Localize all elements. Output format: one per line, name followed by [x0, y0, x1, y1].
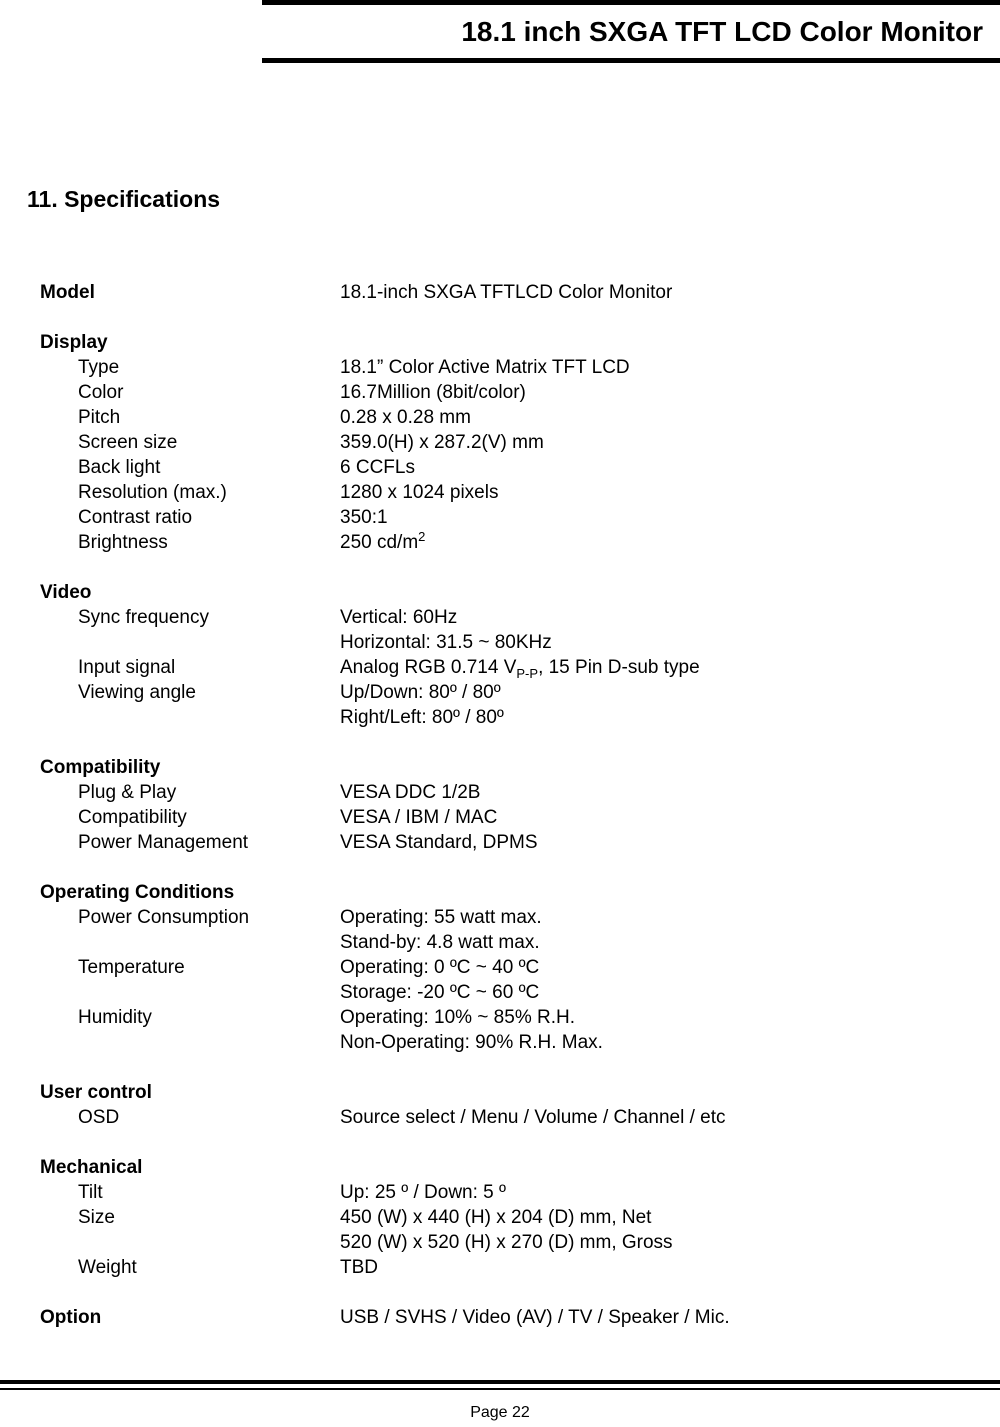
section-title: 11. Specifications — [27, 186, 221, 212]
spec-group-heading-display — [0, 330, 1000, 355]
spec-label: Tilt — [78, 1182, 103, 1203]
spec-row-viewing-angle-cont — [0, 705, 1000, 730]
spec-row-tilt — [0, 1180, 1000, 1205]
page-header-title: 18.1 inch SXGA TFT LCD Color Monitor — [461, 16, 983, 47]
spec-value: Up/Down: 80º / 80º — [340, 682, 501, 703]
spec-value: Operating: 55 watt max. — [340, 907, 542, 928]
superscript: 2 — [418, 529, 426, 544]
spec-row-model — [0, 280, 1000, 305]
spec-group-heading-operating — [0, 880, 1000, 905]
spec-label: Size — [78, 1207, 115, 1228]
spec-row-temperature — [0, 955, 1000, 980]
subscript: P-P — [516, 666, 539, 681]
spec-value: 6 CCFLs — [340, 457, 415, 478]
spec-value: 0.28 x 0.28 mm — [340, 407, 471, 428]
spec-value: Stand-by: 4.8 watt max. — [340, 932, 540, 953]
spec-label: Color — [78, 382, 124, 403]
spec-value: Operating: 0 ºC ~ 40 ºC — [340, 957, 540, 978]
spec-row-power-management — [0, 830, 1000, 855]
spec-row-humidity-cont — [0, 1030, 1000, 1055]
brightness-value: 250 cd/m — [340, 532, 419, 553]
spec-group-heading-compatibility — [0, 755, 1000, 780]
spec-row-compatibility — [0, 805, 1000, 830]
spec-row-size-cont — [0, 1230, 1000, 1255]
footer-rule-thick — [0, 1380, 1000, 1384]
spec-value: 359.0(H) x 287.2(V) mm — [340, 432, 544, 453]
spec-row-sync-frequency-cont — [0, 630, 1000, 655]
spec-row-resolution — [0, 480, 1000, 505]
spec-label: Resolution (max.) — [78, 482, 227, 503]
spec-row-screen-size — [0, 430, 1000, 455]
spec-value: VESA / IBM / MAC — [340, 807, 498, 828]
spec-row-input-signal — [0, 655, 1000, 680]
page-number: Page 22 — [470, 1404, 530, 1421]
spec-label: Model — [40, 282, 95, 303]
spec-label: Weight — [78, 1257, 137, 1278]
spec-label: Power Consumption — [78, 907, 250, 928]
spec-value: Non-Operating: 90% R.H. Max. — [340, 1032, 603, 1053]
spec-row-type — [0, 355, 1000, 380]
spec-group-heading-video — [0, 580, 1000, 605]
header-rule-bottom — [262, 58, 1000, 63]
spec-row-temperature-cont — [0, 980, 1000, 1005]
spec-label: Viewing angle — [78, 682, 196, 703]
footer-rule-thin — [0, 1388, 1000, 1390]
spec-label: Type — [78, 357, 120, 378]
input-signal-text-tail: , 15 Pin D-sub type — [538, 657, 700, 678]
spec-group-heading-mechanical — [0, 1155, 1000, 1180]
spec-row-weight — [0, 1255, 1000, 1280]
spec-row-contrast — [0, 505, 1000, 530]
spec-label: Input signal — [78, 657, 176, 678]
spec-label: Compatibility — [78, 807, 187, 828]
spec-label: Pitch — [78, 407, 121, 428]
spec-value: Right/Left: 80º / 80º — [340, 707, 504, 728]
spec-value: 18.1-inch SXGA TFTLCD Color Monitor — [340, 282, 673, 303]
spec-label: Back light — [78, 457, 161, 478]
spec-value: 1280 x 1024 pixels — [340, 482, 499, 503]
spec-value: Horizontal: 31.5 ~ 80KHz — [340, 632, 552, 653]
spec-value: Storage: -20 ºC ~ 60 ºC — [340, 982, 540, 1003]
spec-value: Vertical: 60Hz — [340, 607, 458, 628]
spec-row-osd — [0, 1105, 1000, 1130]
group-heading: User control — [40, 1082, 152, 1103]
spec-value — [340, 655, 700, 680]
spec-row-power-consumption-cont — [0, 930, 1000, 955]
group-heading: Operating Conditions — [40, 882, 235, 903]
header-rule-top — [262, 0, 1000, 5]
group-heading: Mechanical — [40, 1157, 143, 1178]
spec-value: USB / SVHS / Video (AV) / TV / Speaker / Mic. — [340, 1307, 730, 1328]
spec-row-plug-and-play — [0, 780, 1000, 805]
spec-row-brightness — [0, 530, 1000, 555]
spec-row-size — [0, 1205, 1000, 1230]
spec-label: Option — [40, 1307, 102, 1328]
group-heading: Compatibility — [40, 757, 161, 778]
spec-row-sync-frequency — [0, 605, 1000, 630]
specifications-table — [0, 280, 1000, 1330]
spec-value: 450 (W) x 440 (H) x 204 (D) mm, Net — [340, 1207, 652, 1228]
spec-label: Sync frequency — [78, 607, 209, 628]
group-heading: Display — [40, 332, 108, 353]
spec-label: Screen size — [78, 432, 178, 453]
input-signal-text: Analog RGB 0.714 V — [340, 657, 517, 678]
spec-value: 520 (W) x 520 (H) x 270 (D) mm, Gross — [340, 1232, 673, 1253]
spec-row-pitch — [0, 405, 1000, 430]
spec-row-back-light — [0, 455, 1000, 480]
spec-value: Up: 25 º / Down: 5 º — [340, 1182, 506, 1203]
spec-value: Operating: 10% ~ 85% R.H. — [340, 1007, 575, 1028]
spec-value: TBD — [340, 1257, 378, 1278]
spec-value: VESA Standard, DPMS — [340, 832, 538, 853]
group-heading: Video — [40, 582, 92, 603]
spec-group-heading-user-control — [0, 1080, 1000, 1105]
spec-row-power-consumption — [0, 905, 1000, 930]
spec-label: Brightness — [78, 532, 168, 553]
spec-row-option — [0, 1305, 1000, 1330]
spec-row-viewing-angle — [0, 680, 1000, 705]
spec-value: 18.1” Color Active Matrix TFT LCD — [340, 357, 630, 378]
spec-value: 16.7Million (8bit/color) — [340, 382, 526, 403]
spec-label: Humidity — [78, 1007, 152, 1028]
spec-label: Plug & Play — [78, 782, 177, 803]
spec-label: Temperature — [78, 957, 185, 978]
spec-value — [340, 530, 425, 555]
spec-row-color — [0, 380, 1000, 405]
spec-label: Power Management — [78, 832, 249, 853]
spec-row-humidity — [0, 1005, 1000, 1030]
spec-value: VESA DDC 1/2B — [340, 782, 481, 803]
spec-label: Contrast ratio — [78, 507, 193, 528]
spec-value: Source select / Menu / Volume / Channel / etc — [340, 1107, 726, 1128]
spec-value: 350:1 — [340, 507, 388, 528]
spec-label: OSD — [78, 1107, 120, 1128]
